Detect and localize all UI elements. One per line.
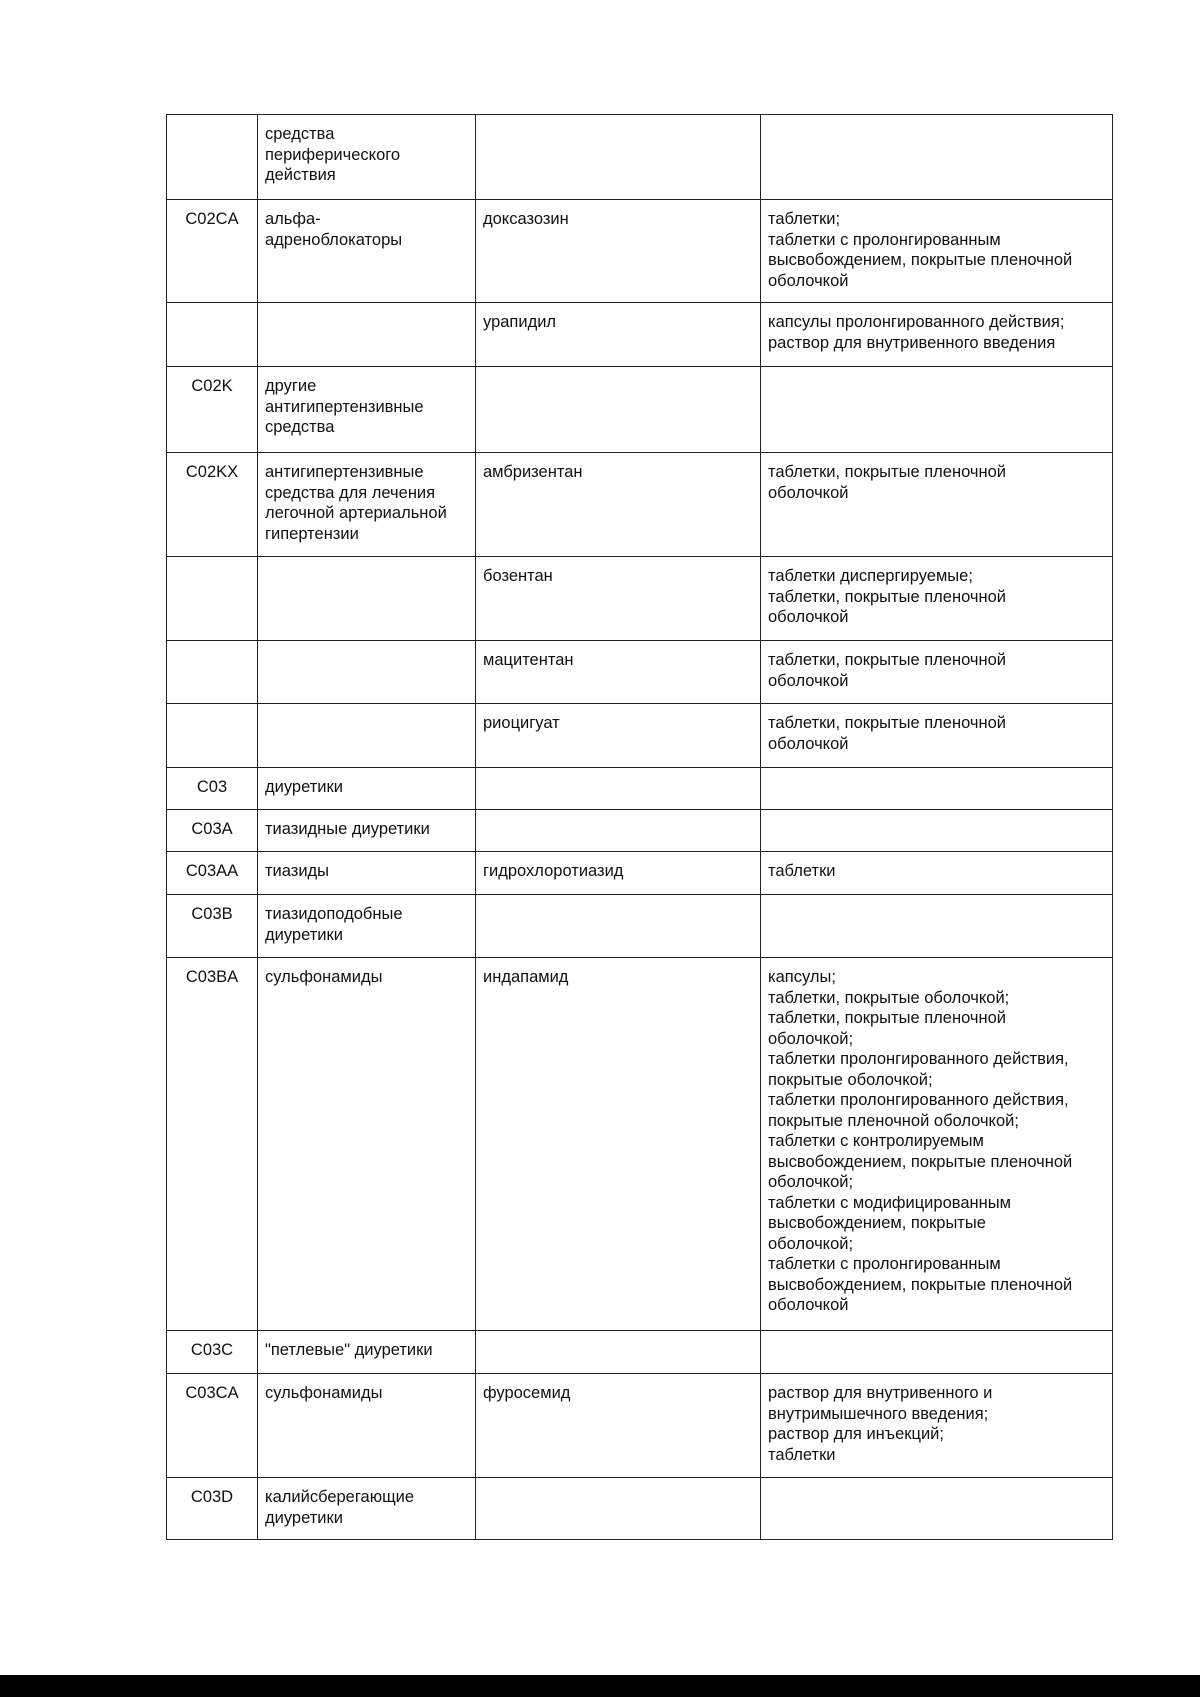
dosage-forms-cell: таблетки, покрытые пленочной оболочкой (761, 453, 1113, 557)
drug-name-cell: мацитентан (476, 641, 761, 704)
table-row (167, 453, 1113, 557)
atc-code-cell: C03D (167, 1478, 258, 1540)
pharmacological-group-cell (258, 704, 476, 768)
atc-code-cell: C02KX (167, 453, 258, 557)
atc-code-cell: C02CA (167, 200, 258, 303)
atc-code-cell (167, 115, 258, 200)
table-row (167, 1478, 1113, 1540)
dosage-forms-cell: таблетки; таблетки с пролонгированным высвобождением, покрытые пленочной оболочкой (761, 200, 1113, 303)
atc-code-cell: C03 (167, 768, 258, 810)
table-row (167, 1374, 1113, 1478)
atc-code-cell (167, 557, 258, 641)
table-row (167, 641, 1113, 704)
table-row (167, 704, 1113, 768)
table-row (167, 303, 1113, 367)
atc-code-cell (167, 303, 258, 367)
pharmacological-group-cell: другие антигипертензивные средства (258, 367, 476, 453)
dosage-forms-cell (761, 1478, 1113, 1540)
pharmacological-group-cell: тиазидоподобные диуретики (258, 895, 476, 958)
table-row (167, 768, 1113, 810)
drug-name-cell (476, 367, 761, 453)
dosage-forms-cell (761, 895, 1113, 958)
pharmacological-group-cell: тиазиды (258, 852, 476, 895)
atc-code-cell: C03C (167, 1331, 258, 1374)
drug-name-cell: фуросемид (476, 1374, 761, 1478)
drug-name-cell: доксазозин (476, 200, 761, 303)
pharmacological-group-cell: альфа- адреноблокаторы (258, 200, 476, 303)
dosage-forms-cell (761, 768, 1113, 810)
pharmacological-group-cell: калийсберегающие диуретики (258, 1478, 476, 1540)
table-row (167, 200, 1113, 303)
dosage-forms-cell (761, 367, 1113, 453)
drug-name-cell: бозентан (476, 557, 761, 641)
drug-name-cell: индапамид (476, 958, 761, 1331)
dosage-forms-cell: таблетки диспергируемые; таблетки, покрытые пленочной оболочкой (761, 557, 1113, 641)
atc-code-cell: C03CA (167, 1374, 258, 1478)
table-row (167, 557, 1113, 641)
pharmacological-group-cell: "петлевые" диуретики (258, 1331, 476, 1374)
table-row (167, 367, 1113, 453)
drug-classification-table (166, 114, 1113, 1540)
drug-name-cell (476, 768, 761, 810)
scan-border-bar (0, 1675, 1200, 1697)
dosage-forms-cell: капсулы; таблетки, покрытые оболочкой; таблетки, покрытые пленочной оболочкой; таблетки пролонгированного действия, покрытые оболочкой; таблетки пролонгированного действия, покрытые пленочной оболочкой; таблетки с контролируемым высвобождением, покрытые пленочной оболочкой; таблетки с модифицированным высвобождением, покрытые оболочкой; таблетки с пролонгированным высвобождением, покрытые пленочной оболочкой (761, 958, 1113, 1331)
pharmacological-group-cell: тиазидные диуретики (258, 810, 476, 852)
pharmacological-group-cell (258, 641, 476, 704)
dosage-forms-cell (761, 1331, 1113, 1374)
drug-name-cell (476, 1331, 761, 1374)
dosage-forms-cell: таблетки (761, 852, 1113, 895)
pharmacological-group-cell: антигипертензивные средства для лечения легочной артериальной гипертензии (258, 453, 476, 557)
dosage-forms-cell (761, 810, 1113, 852)
table-row (167, 895, 1113, 958)
drug-name-cell: урапидил (476, 303, 761, 367)
dosage-forms-cell (761, 115, 1113, 200)
pharmacological-group-cell: сульфонамиды (258, 1374, 476, 1478)
drug-name-cell: гидрохлоротиазид (476, 852, 761, 895)
drug-name-cell: риоцигуат (476, 704, 761, 768)
atc-code-cell: C02K (167, 367, 258, 453)
drug-name-cell (476, 1478, 761, 1540)
dosage-forms-cell: таблетки, покрытые пленочной оболочкой (761, 704, 1113, 768)
drug-name-cell (476, 115, 761, 200)
atc-code-cell (167, 641, 258, 704)
pharmacological-group-cell: диуретики (258, 768, 476, 810)
pharmacological-group-cell (258, 303, 476, 367)
atc-code-cell: C03B (167, 895, 258, 958)
atc-code-cell: C03BA (167, 958, 258, 1331)
table-row (167, 1331, 1113, 1374)
dosage-forms-cell: капсулы пролонгированного действия; раствор для внутривенного введения (761, 303, 1113, 367)
dosage-forms-cell: таблетки, покрытые пленочной оболочкой (761, 641, 1113, 704)
atc-code-cell: C03AA (167, 852, 258, 895)
table-row (167, 810, 1113, 852)
dosage-forms-cell: раствор для внутривенного и внутримышечного введения; раствор для инъекций; таблетки (761, 1374, 1113, 1478)
pharmacological-group-cell: средства периферического действия (258, 115, 476, 200)
atc-code-cell: C03A (167, 810, 258, 852)
atc-code-cell (167, 704, 258, 768)
drug-name-cell: амбризентан (476, 453, 761, 557)
table-row (167, 958, 1113, 1331)
pharmacological-group-cell (258, 557, 476, 641)
drug-name-cell (476, 895, 761, 958)
table-row (167, 115, 1113, 200)
pharmacological-group-cell: сульфонамиды (258, 958, 476, 1331)
drug-name-cell (476, 810, 761, 852)
table-row (167, 852, 1113, 895)
